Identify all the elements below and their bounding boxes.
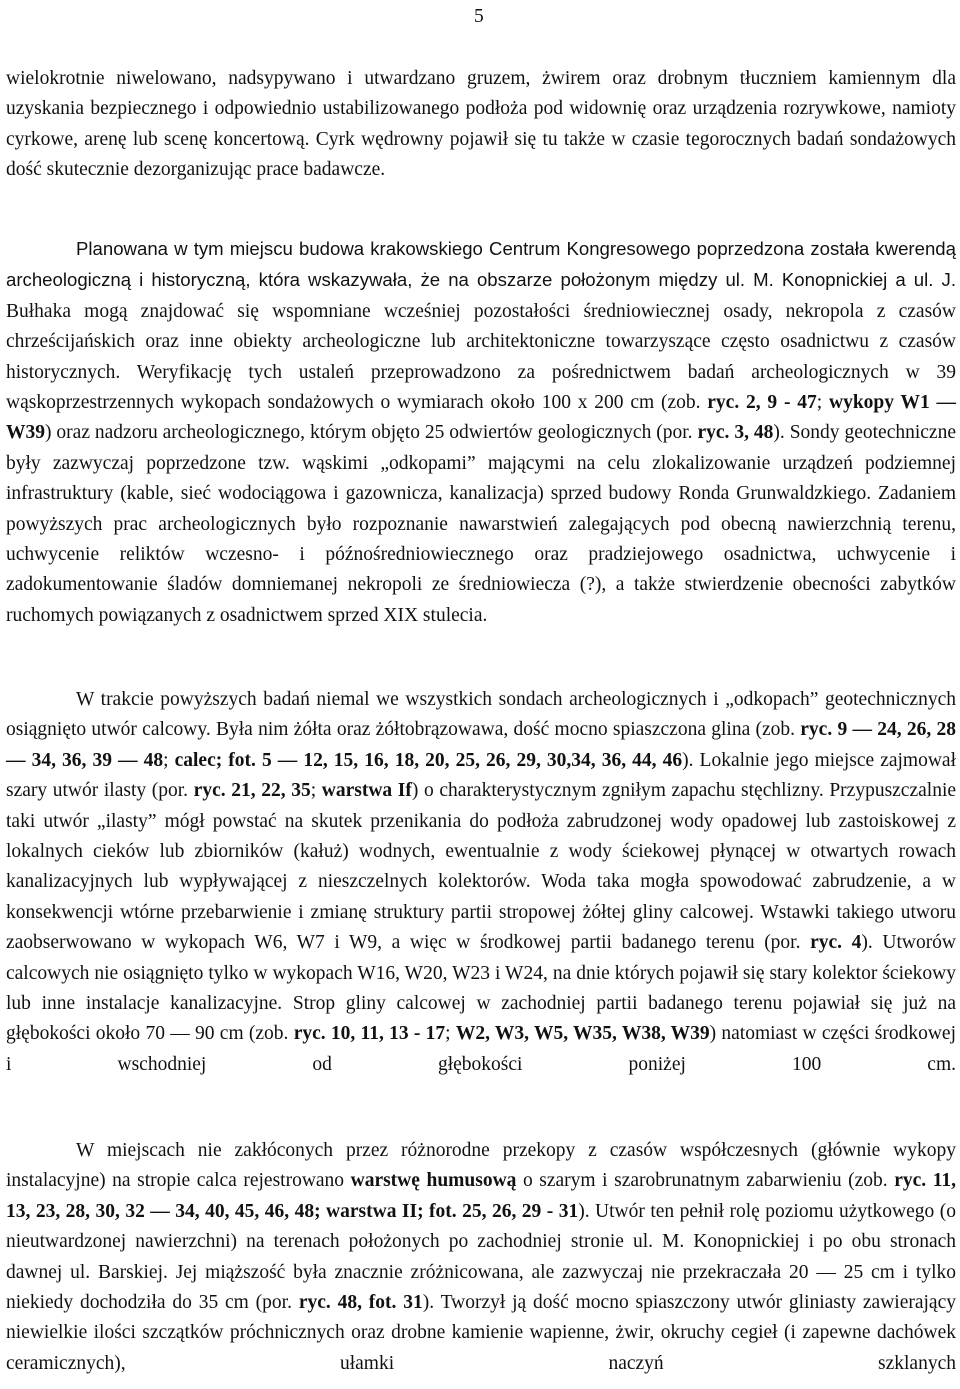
paragraph-2-text-5: ). Sondy geotechniczne były zazwyczaj poprzedzone tzw. wąskimi „odkopami” mającymi na celu zlokalizowanie urządzeń podziemnej infrastruktury (kable, sieć wodociągowa i gazownicza, kanalizacja) sprzed budowy Ronda Grunwaldzkiego. Zadaniem powyższych prac archeologicznych było rozpoznanie nawarstwień zalegających pod obecną nawierzchnią terenu, uchwycenie reliktów wczesno- i późnośredniowiecznego oraz pradziejowego osadnictwa, uchwycenie i zadokumentowanie śladów domniemanej nekropoli ze średniowiecza (?), a także stwierdzenie obecności zabytków ruchomych powiązanych z osadnictwem sprzed XIX stulecia. xyxy=(6,422,956,626)
paragraph-3-text-6: ). Utworów calcowych nie osiągnięto tylko w wykopach W16, W20, W23 i W24, na dnie których pojawił się stary kolektor ściekowy lub inne instalacje kanalizacyjne. Strop gliny calcowej w zachodniej partii badanego terenu pojawiał się już na głębokości około 70 — 90 cm (zob. xyxy=(6,932,957,1045)
paragraph-2-ref-2: wykopy W1 — W39 xyxy=(6,392,957,444)
paragraph-4-ref-1: ryc. 11, 13, 23, 28, 30, 32 — 34, 40, 45, 46, 48; warstwa II; fot. 25, 26, 29 - 31 xyxy=(6,1170,956,1222)
paragraph-3-text-4: ; xyxy=(310,780,322,802)
paragraph-2-text-3: ; xyxy=(816,392,829,414)
paragraph-2-text-4: ) oraz nadzoru archeologicznego, którym objęto 25 odwiertów geologicznych (por. xyxy=(45,422,698,444)
paragraph-3-text-3: ). Lokalnie jego miejsce zajmował szary utwór ilasty (por. xyxy=(6,749,957,802)
paragraph-3-ref-6: ryc. 10, 11, 13 - 17 xyxy=(293,1023,446,1045)
paragraph-3-ref-1: ryc. 9 — 24, 26, 28 — 34, 36, 39 — 48 xyxy=(6,719,957,771)
paragraph-4-text-4: ). Tworzył ją dość mocno spiaszczony utwór gliniasty zawierający niewielkie ilości szczątków próchnicznych oraz drobne kamienie wapienne, żwir, okruchy cegieł (i zapewne dachówek ceramicznych), ułamki naczyń szklanych xyxy=(6,1292,956,1374)
paragraph-3-text-1: W trakcie powyższych badań niemal we wszystkich sondach archeologicznych i „odkopach” geotechnicznych osiągnięto utwór calcowy. Była nim żółta oraz żółtobrązowawa, dość mocno spiaszczona glina (zob. xyxy=(6,689,956,741)
paragraph-3-text-7: ; xyxy=(445,1023,456,1045)
paragraph-3-ref-5: ryc. 4 xyxy=(810,932,862,954)
paragraph-3-ref-7: W2, W3, W5, W35, W38, W39 xyxy=(455,1023,710,1045)
paragraph-2-sans-text: Planowana w tym miejscu budowa krakowskiego Centrum Kongresowego poprzedzona została kwerendą archeologiczną i historyczną, która wskazywała, że na obszarze położonym między ul. M. Konopnickiej a ul. J. xyxy=(6,238,956,291)
paragraph-2 xyxy=(6,234,956,631)
paragraph-4-ref-2: ryc. 48, fot. 31 xyxy=(298,1292,423,1314)
paragraph-2-text-1: Bułhaka mogą znajdować się wspomniane wcześniej pozostałości średniowiecznej osady, nekropola z czasów chrześcijańskich oraz inne obiekty archeologiczne lub architektoniczne towarzyszące często osadnictwu z czasów historycznych. xyxy=(6,300,956,383)
paragraph-2-ref-1: ryc. 2, 9 - 47 xyxy=(707,392,817,414)
paragraph-3-text-5: ) o charakterystycznym zgniłym zapachu stęchlizny. Przypuszczalnie taki utwór „ilasty” mógł powstać na skutek przenikania do podłoża zabrudzonej wody opadowej lub zastoiskowej z lokalnych cieków lub zbiorników (kałuż) wodnych, ewentualnie z wody ściekowej płynącej w otwartych rowach kanalizacyjnych lub wypływającej z nieszczelnych kolektorów. Woda taka mogła spowodować zabrudzenie, a w konsekwencji wtórne przebarwienie i zmianę struktury partii stropowej żółtej gliny calcowej. Wstawki takiego utworu zaobserwowano w wykopach W6, W7 i W9, a więc w środkowej partii badanego terenu (por. xyxy=(6,780,957,954)
paragraph-1: wielokrotnie niwelowano, nadsypywano i utwardzano gruzem, żwirem oraz drobnym tłuczniem kamiennym dla uzyskania bezpiecznego i odpowiednio ustabilizowanego podłoża pod widownię oraz urządzenia rozrywkowe, namioty cyrkowe, arenę lub scenę koncertową. Cyrk wędrowny pojawił się tu także w czasie tegorocznych badań sondażowych dość skutecznie dezorganizując prace badawcze. xyxy=(6,68,956,181)
paragraph-3-ref-3: ryc. 21, 22, 35 xyxy=(193,780,311,802)
paragraph-3-text-2: ; xyxy=(163,749,175,771)
paragraph-4-text-3: ). Utwór ten pełnił rolę poziomu użytkowego (o nieutwardzonej nawierzchni) na terenach położonych po zachodniej stronie ul. M. Konopnickiej i po obu stronach dawnej ul. Barskiej. Jej miąższość była znacznie zróżnicowana, ale zazwyczaj nie przekraczała 20 — 25 cm i tylko niekiedy dochodziła do 35 cm (por. xyxy=(6,1200,956,1314)
paragraph-2-text-2: Weryfikację tych ustaleń przeprowadzono za pośrednictwem badań archeologicznych w 39 wąskoprzestrzennych wykopach sondażowych o wymiarach około 100 x 200 cm (zob. xyxy=(6,361,956,414)
paragraph-3-ref-4: warstwa If xyxy=(321,780,412,802)
paragraph-3-text-8: ) natomiast w części środkowej i wschodniej od głębokości poniżej 100 cm. xyxy=(6,1023,956,1075)
paragraph-4-text-2: o szarym i szarobrunatnym zabarwieniu (zob. xyxy=(516,1170,895,1192)
paragraph-2-ref-3: ryc. 3, 48 xyxy=(697,422,774,444)
paragraph-4-term: warstwę humusową xyxy=(350,1170,517,1192)
page-number: 5 xyxy=(474,6,484,27)
paragraph-4-text-1: W miejscach nie zakłóconych przez różnorodne przekopy z czasów współczesnych (głównie wykopy instalacyjne) na stropie calca rejestrowano xyxy=(6,1140,956,1192)
paragraph-3-ref-2: calec; fot. 5 — 12, 15, 16, 18, 20, 25, 26, 29, 30,34, 36, 44, 46 xyxy=(174,749,683,771)
paragraph-4 xyxy=(6,1136,956,1379)
paragraph-3 xyxy=(6,685,956,1080)
